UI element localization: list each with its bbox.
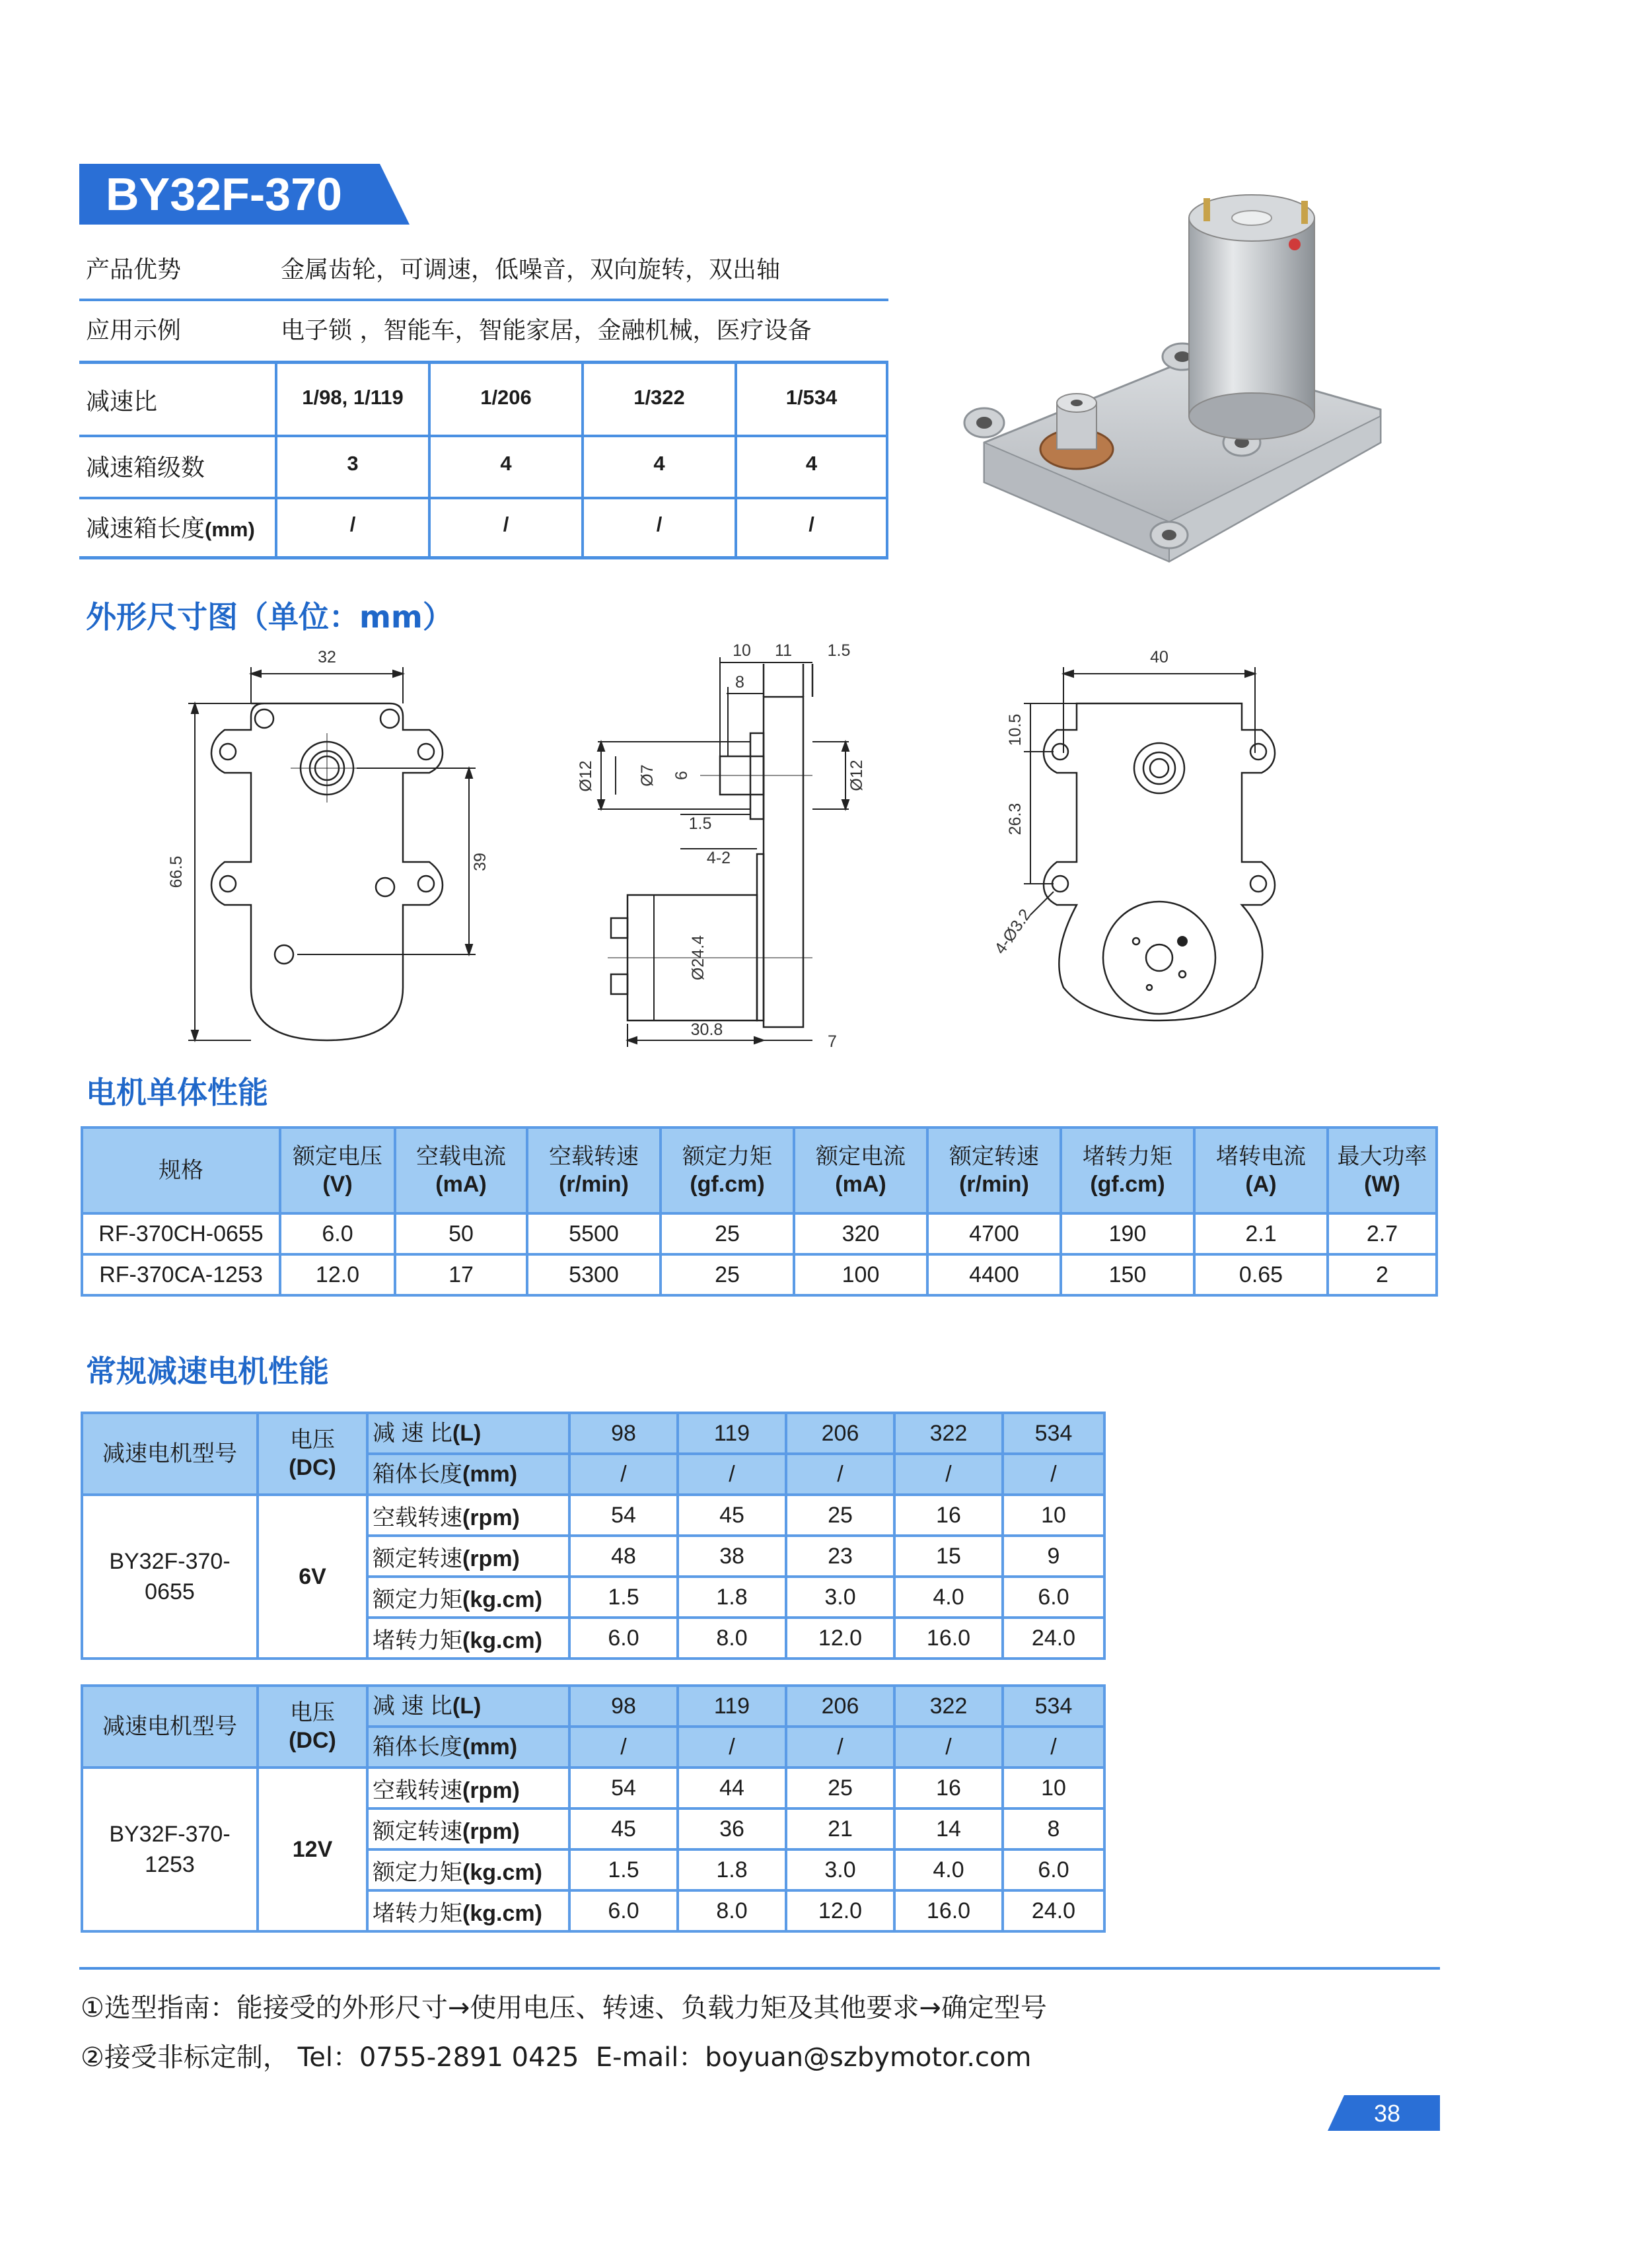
front-hole-label: 39: [471, 853, 489, 871]
side-d2-label: 11: [775, 641, 792, 660]
dimension-heading: 外形尺寸图（单位：mm）: [86, 599, 453, 635]
side-d308-label: 30.8: [690, 1020, 723, 1039]
value-cell: 6.0: [1003, 1577, 1104, 1618]
length-value: /: [503, 513, 509, 536]
length-cell: /: [1003, 1454, 1104, 1495]
value-cell: 24.0: [1003, 1890, 1104, 1931]
param-label: 额定力矩(kg.cm): [367, 1849, 569, 1890]
value-cell: 2.7: [1328, 1213, 1437, 1254]
value-cell: 36: [678, 1808, 786, 1849]
header-cell: 堵转电流 (A): [1194, 1128, 1328, 1213]
ratio-value: 1/322: [633, 386, 685, 409]
model-header: 减速电机型号: [82, 1686, 258, 1768]
value-cell: 6.0: [280, 1213, 395, 1254]
table-row: [82, 1495, 1104, 1536]
model-cell: BY32F-370- 0655: [82, 1495, 258, 1659]
length-label: 减速箱长度(mm): [86, 515, 255, 542]
length-label: 箱体长度(mm): [367, 1454, 569, 1495]
value-cell: 10: [1003, 1495, 1104, 1536]
application-label: 应用示例: [86, 317, 182, 344]
rear-view-drawing: [991, 644, 1295, 1040]
value-cell: 17: [395, 1254, 527, 1295]
side-dia7-label: Ø7: [638, 764, 657, 787]
header-cell: 空载电流 (mA): [395, 1128, 527, 1213]
value-cell: 5300: [527, 1254, 661, 1295]
value-cell: 10: [1003, 1768, 1104, 1808]
value-cell: 190: [1061, 1213, 1194, 1254]
value-cell: 12.0: [786, 1618, 894, 1659]
side-dia244-label: Ø24.4: [689, 935, 707, 981]
param-label: 空载转速(rpm): [367, 1495, 569, 1536]
side-d42-label: 4-2: [706, 849, 731, 867]
ratio-value: 1/534: [785, 386, 838, 409]
value-cell: 100: [794, 1254, 927, 1295]
value-cell: 45: [678, 1495, 786, 1536]
value-cell: 25: [786, 1768, 894, 1808]
motor-header-row: [82, 1128, 1437, 1213]
value-cell: 50: [395, 1213, 527, 1254]
table-row: [82, 1768, 1104, 1808]
ratio-cell: 119: [678, 1686, 786, 1727]
footnote-1: ①选型指南：能接受的外形尺寸→使用电压、转速、负载力矩及其他要求→确定型号: [81, 1993, 1047, 2023]
value-cell: 3.0: [786, 1577, 894, 1618]
value-cell: 54: [569, 1495, 678, 1536]
ratio-cell: 119: [678, 1413, 786, 1454]
header-cell: 规格: [82, 1128, 280, 1213]
value-cell: 25: [661, 1254, 794, 1295]
length-value: /: [656, 513, 663, 536]
value-cell: 4.0: [894, 1577, 1003, 1618]
side-d4-label: 8: [735, 673, 744, 692]
voltage-cell: 12V: [258, 1768, 367, 1931]
model-cell: BY32F-370- 1253: [82, 1768, 258, 1931]
value-cell: 38: [678, 1536, 786, 1577]
param-label: 空载转速(rpm): [367, 1768, 569, 1808]
length-cell: /: [1003, 1727, 1104, 1768]
value-cell: 16: [894, 1495, 1003, 1536]
value-cell: 44: [678, 1768, 786, 1808]
value-cell: 3.0: [786, 1849, 894, 1890]
value-cell: 25: [786, 1495, 894, 1536]
value-cell: 48: [569, 1536, 678, 1577]
header-cell: 堵转力矩 (gf.cm): [1061, 1128, 1194, 1213]
table-row: [82, 1254, 1437, 1295]
header-cell: 空载转速 (r/min): [527, 1128, 661, 1213]
length-cell: /: [678, 1727, 786, 1768]
length-cell: /: [894, 1454, 1003, 1495]
model-header: 减速电机型号: [82, 1413, 258, 1495]
value-cell: 16.0: [894, 1618, 1003, 1659]
value-cell: 6.0: [1003, 1849, 1104, 1890]
param-label: 堵转力矩(kg.cm): [367, 1890, 569, 1931]
length-label: 箱体长度(mm): [367, 1727, 569, 1768]
voltage-cell: 6V: [258, 1495, 367, 1659]
value-cell: 54: [569, 1768, 678, 1808]
value-cell: 0.65: [1194, 1254, 1328, 1295]
ratio-cell: 98: [569, 1413, 678, 1454]
length-cell: /: [786, 1727, 894, 1768]
ratio-cell: 322: [894, 1686, 1003, 1727]
length-value: /: [808, 513, 814, 536]
gearmotor-table-12v: [81, 1684, 1106, 1933]
ratio-cell: 206: [786, 1686, 894, 1727]
stages-label: 减速箱级数: [86, 454, 205, 482]
ratio-label: 减速比: [86, 388, 158, 415]
footer-divider: [79, 1967, 1440, 1970]
value-cell: 16: [894, 1768, 1003, 1808]
motor-performance-table: [81, 1126, 1438, 1297]
stages-value: 4: [653, 452, 665, 475]
model-cell: RF-370CA-1253: [82, 1254, 280, 1295]
value-cell: 2.1: [1194, 1213, 1328, 1254]
value-cell: 6.0: [569, 1890, 678, 1931]
side-d7-label: 7: [828, 1032, 837, 1051]
side-d1-label: 10: [733, 641, 751, 660]
side-d6-label: 6: [672, 771, 691, 780]
table-row: [82, 1213, 1437, 1254]
value-cell: 45: [569, 1808, 678, 1849]
ratio-cell: 534: [1003, 1686, 1104, 1727]
application-value: 电子锁 ，智能车，智能家居，金融机械，医疗设备: [281, 317, 812, 344]
value-cell: 1.8: [678, 1577, 786, 1618]
value-cell: 24.0: [1003, 1618, 1104, 1659]
value-cell: 320: [794, 1213, 927, 1254]
length-cell: /: [569, 1454, 678, 1495]
side-d15-label: 1.5: [688, 814, 712, 833]
side-d3-label: 1.5: [827, 641, 851, 660]
ratio-row: [82, 1686, 1104, 1727]
rear-width-label: 40: [1150, 648, 1168, 666]
length-cell: /: [894, 1727, 1003, 1768]
value-cell: 4.0: [894, 1849, 1003, 1890]
rear-d105-label: 10.5: [1006, 713, 1024, 746]
header-cell: 最大功率 (W): [1328, 1128, 1437, 1213]
length-value: /: [349, 513, 356, 536]
value-cell: 8.0: [678, 1618, 786, 1659]
length-cell: /: [786, 1454, 894, 1495]
ratio-value: 1/98, 1/119: [302, 386, 404, 409]
stages-value: 4: [805, 452, 818, 475]
value-cell: 1.5: [569, 1849, 678, 1890]
value-cell: 2: [1328, 1254, 1437, 1295]
value-cell: 9: [1003, 1536, 1104, 1577]
value-cell: 21: [786, 1808, 894, 1849]
voltage-header: 电压 (DC): [258, 1413, 367, 1495]
param-label: 额定转速(rpm): [367, 1808, 569, 1849]
param-label: 额定转速(rpm): [367, 1536, 569, 1577]
header-cell: 额定转速 (r/min): [927, 1128, 1061, 1213]
rear-holes-label: 4-Ø3.2: [991, 906, 1035, 958]
stages-value: 3: [347, 452, 359, 475]
header-cell: 额定力矩 (gf.cm): [661, 1128, 794, 1213]
advantage-value: 金属齿轮，可调速，低噪音，双向旋转，双出轴: [281, 256, 781, 283]
front-view-drawing: [159, 644, 502, 1040]
length-cell: /: [569, 1727, 678, 1768]
motor-heading: 电机单体性能: [86, 1075, 268, 1110]
ratio-cell: 206: [786, 1413, 894, 1454]
value-cell: 8.0: [678, 1890, 786, 1931]
side-view-drawing: [577, 641, 872, 1054]
param-label: 堵转力矩(kg.cm): [367, 1618, 569, 1659]
param-label: 额定力矩(kg.cm): [367, 1577, 569, 1618]
value-cell: 150: [1061, 1254, 1194, 1295]
value-cell: 8: [1003, 1808, 1104, 1849]
value-cell: 4400: [927, 1254, 1061, 1295]
model-cell: RF-370CH-0655: [82, 1213, 280, 1254]
ratio-cell: 322: [894, 1413, 1003, 1454]
value-cell: 1.5: [569, 1577, 678, 1618]
value-cell: 12.0: [280, 1254, 395, 1295]
value-cell: 15: [894, 1536, 1003, 1577]
voltage-header: 电压 (DC): [258, 1686, 367, 1768]
stages-value: 4: [500, 452, 512, 475]
length-cell: /: [678, 1454, 786, 1495]
product-title: BY32F-370: [106, 168, 342, 220]
advantage-label: 产品优势: [86, 256, 182, 283]
header-cell: 额定电流 (mA): [794, 1128, 927, 1213]
value-cell: 6.0: [569, 1618, 678, 1659]
ratio-label: 减 速 比(L): [367, 1413, 569, 1454]
ratio-value: 1/206: [480, 386, 532, 409]
value-cell: 25: [661, 1213, 794, 1254]
gearmotor-heading: 常规减速电机性能: [86, 1353, 329, 1389]
gearmotor-table-6v: [81, 1412, 1106, 1660]
ratio-cell: 534: [1003, 1413, 1104, 1454]
value-cell: 5500: [527, 1213, 661, 1254]
value-cell: 23: [786, 1536, 894, 1577]
front-height-label: 66.5: [167, 855, 186, 888]
ratio-row: [82, 1413, 1104, 1454]
value-cell: 14: [894, 1808, 1003, 1849]
footnote-2: ②接受非标定制， Tel：0755-2891 0425 E-mail：boyuan@szbymotor.com: [81, 2042, 1032, 2073]
page-number: 38: [1373, 2100, 1401, 2127]
header-cell: 额定电压 (V): [280, 1128, 395, 1213]
value-cell: 12.0: [786, 1890, 894, 1931]
product-photo: [958, 192, 1420, 601]
ratio-cell: 98: [569, 1686, 678, 1727]
value-cell: 16.0: [894, 1890, 1003, 1931]
value-cell: 4700: [927, 1213, 1061, 1254]
ratio-label: 减 速 比(L): [367, 1686, 569, 1727]
rear-d263-label: 26.3: [1006, 803, 1024, 836]
front-width-label: 32: [318, 648, 336, 666]
side-dia12b-label: Ø12: [847, 760, 866, 791]
side-dia12a-label: Ø12: [577, 760, 595, 792]
value-cell: 1.8: [678, 1849, 786, 1890]
